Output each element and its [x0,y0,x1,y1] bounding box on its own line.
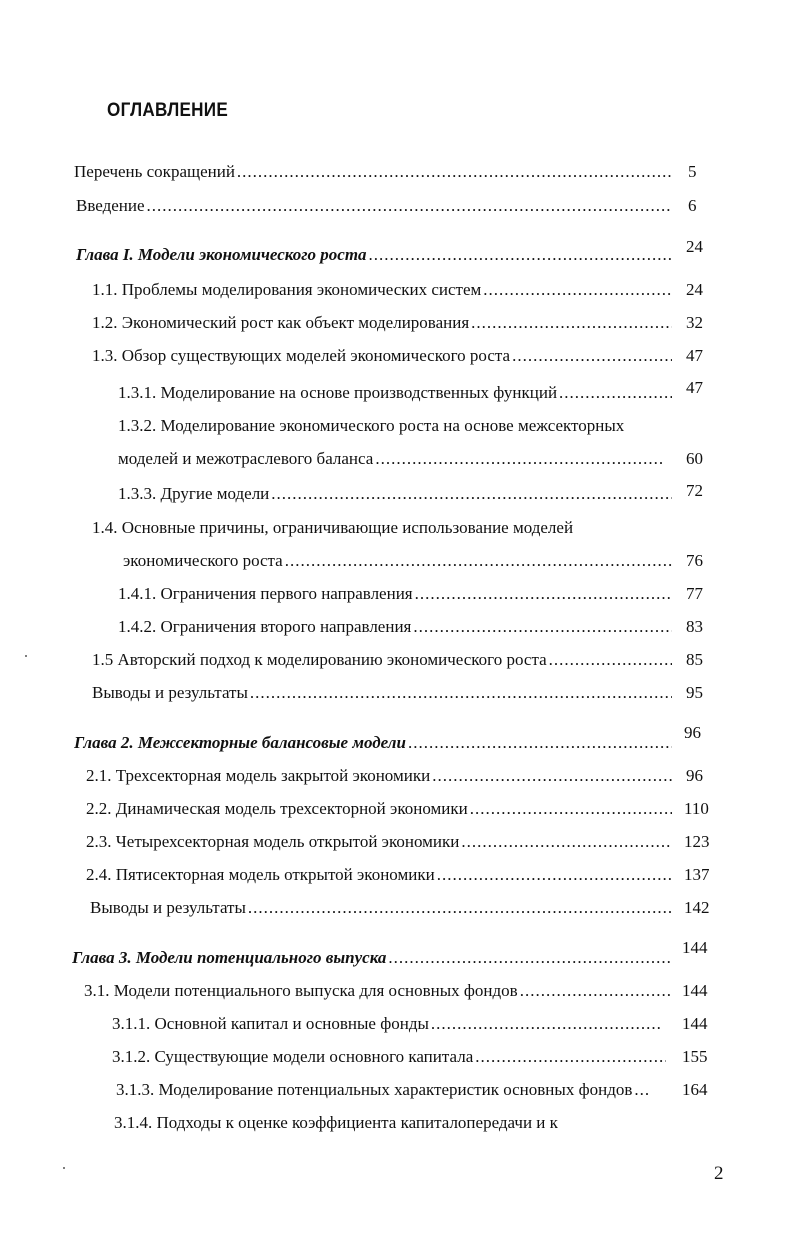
toc-page-number: 137 [684,865,710,884]
toc-entry [74,162,672,182]
toc-entry-title: 2.4. Пятисекторная модель открытой экономики [86,865,435,884]
toc-entry [118,584,672,604]
toc-entry [118,484,672,504]
toc-leader [559,383,672,403]
toc-entry [92,313,672,333]
toc-page-number: 164 [682,1080,708,1099]
toc-leader [285,551,672,571]
toc-entry-title: 1.3.2. Моделирование экономического роста на основе межсекторных [118,416,625,435]
toc-leader [520,981,672,1001]
toc-entry-title: 1.4.2. Ограничения второго направления [118,617,412,636]
toc-entry [92,280,672,300]
toc-page-number: 110 [684,799,709,818]
toc-leader [408,733,672,753]
toc-page-number: 96 [684,723,701,742]
toc-page-number: 60 [686,449,703,468]
toc-entry-title: 2.2. Динамическая модель трехсекторной экономики [86,799,468,818]
toc-leader [431,1014,660,1034]
toc-leader [248,898,672,918]
toc-entry-title: 1.3.1. Моделирование на основе производственных функций [118,383,558,402]
toc-entry-title: 2.3. Четырехсекторная модель открытой экономики [86,832,460,851]
toc-chapter-entry [76,245,672,265]
toc-page-number: 76 [686,551,703,570]
folio-page-number: 2 [714,1163,724,1184]
toc-leader [461,832,672,852]
scan-speck [63,1167,65,1169]
toc-leader [250,683,672,703]
toc-page-number: 77 [686,584,703,603]
toc-entry-title: моделей и межотраслевого баланса [118,449,374,468]
toc-entry [86,832,672,852]
toc-page-number: 47 [686,346,703,365]
page-title: ОГЛАВЛЕНИЕ [107,100,228,121]
toc-entry-title: 3.1.4. Подходы к оценке коэффициента капиталопередачи и к [114,1113,558,1132]
toc-leader [512,346,672,366]
scan-speck [25,655,27,657]
toc-entry-title: экономического роста [123,551,283,570]
toc-chapter-entry [72,948,672,968]
toc-entry-title: 1.3. Обзор существующих моделей экономического роста [92,346,511,365]
toc-leader [271,484,672,504]
toc-entry-title: 1.3.3. Другие модели [118,484,270,503]
toc-entry [112,1047,666,1067]
toc-entry [92,650,672,670]
toc-page-number: 83 [686,617,703,636]
toc-leader [413,617,672,637]
toc-page-number: 6 [688,196,697,215]
toc-leader [470,799,672,819]
toc-page-number: 72 [686,481,703,500]
toc-entry-title: 2.1. Трехсекторная модель закрытой экономики [86,766,431,785]
toc-page-number: 144 [682,938,708,957]
toc-entry-title: 1.5 Авторский подход к моделированию экономического роста [92,650,547,669]
toc-page-number: 85 [686,650,703,669]
toc-page-number: 24 [686,280,703,299]
toc-entry [90,898,672,918]
toc-leader [437,865,672,885]
toc-entry-title: 3.1.1. Основной капитал и основные фонды [112,1014,429,1033]
toc-entry-title: 1.4. Основные причины, ограничивающие использование моделей [92,518,574,537]
toc-page-number: 96 [686,766,703,785]
toc-entry-title: Перечень сокращений [74,162,235,181]
toc-entry [112,1014,660,1034]
toc-entry [86,865,672,885]
toc-leader [415,584,672,604]
toc-page-number: 123 [684,832,710,851]
toc-entry [116,1080,668,1100]
toc-leader [369,245,672,265]
toc-leader [634,1080,648,1100]
toc-page-number: 144 [682,981,708,1000]
toc-leader [237,162,672,182]
toc-page-number: 155 [682,1047,708,1066]
toc-entry-title: Выводы и результаты [90,898,246,917]
toc-entry [118,449,662,469]
toc-leader [471,313,672,333]
toc-chapter-entry [74,733,672,753]
toc-entry [86,799,672,819]
toc-leader [549,650,672,670]
toc-entry-title: 3.1.3. Моделирование потенциальных характеристик основных фондов [116,1080,633,1099]
toc-page-number: 24 [686,237,703,256]
toc-page-number: 32 [686,313,703,332]
toc-leader [483,280,672,300]
toc-entry-title: Глава I. Модели экономического роста [76,245,367,264]
toc-entry-title: 1.4.1. Ограничения первого направления [118,584,413,603]
toc-page-number: 95 [686,683,703,702]
toc-leader [388,948,672,968]
toc-entry-title: 3.1. Модели потенциального выпуска для основных фондов [84,981,518,1000]
toc-entry-title: Введение [76,196,145,215]
toc-entry [123,551,672,571]
toc-entry-title: 3.1.2. Существующие модели основного капитала [112,1047,474,1066]
toc-leader [375,449,662,469]
toc-page-number: 5 [688,162,697,181]
toc-entry [84,981,672,1001]
toc-entry [86,766,672,786]
toc-leader [147,196,672,216]
toc-entry [92,683,672,703]
toc-page-number: 47 [686,378,703,397]
toc-entry-title: Глава 3. Модели потенциального выпуска [72,948,387,967]
toc-entry [118,383,672,403]
toc-entry-title: Глава 2. Межсекторные балансовые модели [74,733,406,752]
toc-entry-title: 1.2. Экономический рост как объект моделирования [92,313,470,332]
toc-leader [432,766,672,786]
toc-page-number: 144 [682,1014,708,1033]
toc-entry [118,617,672,637]
toc-entry [76,196,672,216]
toc-entry-title: Выводы и результаты [92,683,248,702]
toc-leader [475,1047,666,1067]
toc-page-number: 142 [684,898,710,917]
toc-entry [92,346,672,366]
toc-entry-title: 1.1. Проблемы моделирования экономических систем [92,280,482,299]
